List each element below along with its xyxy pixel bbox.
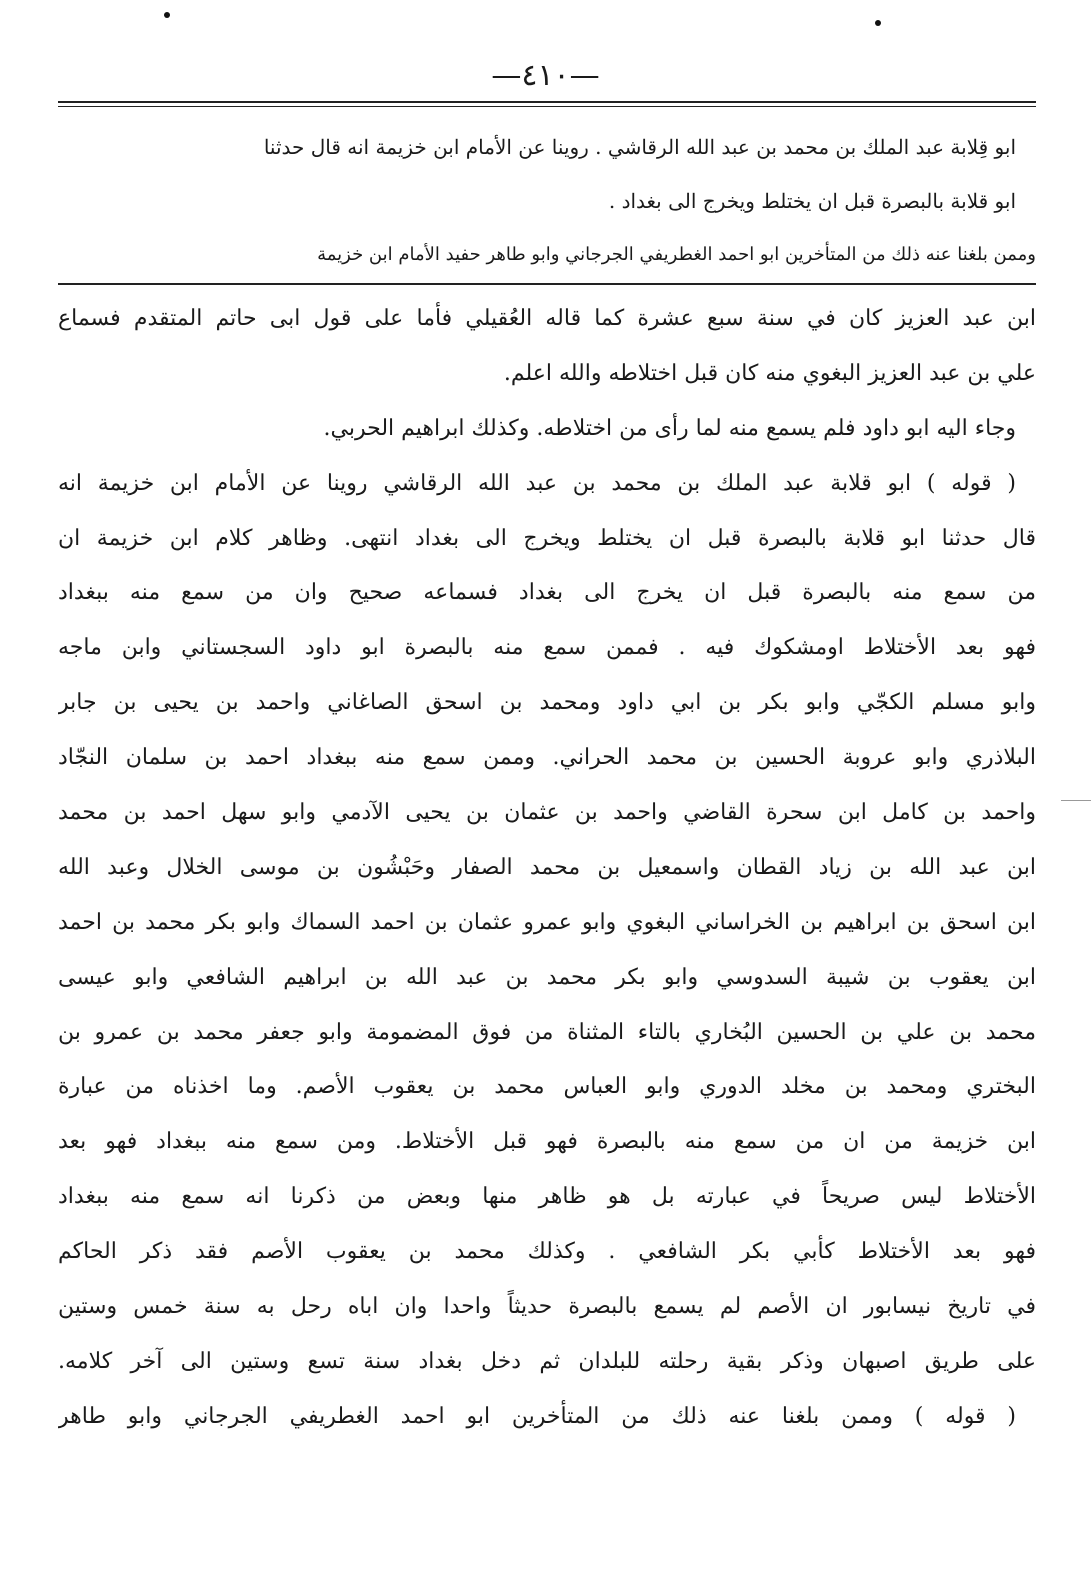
footnote-line: ابو قِلابة عبد الملك بن محمد بن عبد الله الرقاشي . روينا عن الأمام ابن خزيمة انه قال حدثنا (263, 135, 1016, 159)
main-text (58, 292, 1036, 1445)
text-line: على طريق اصبهان وذكر بقية رحلته للبلدان ثم دخل بغداد سنة تسع وستين الى آخر كلامه. (58, 1348, 1036, 1374)
footnote-line: وممن بلغنا عنه ذلك من المتأخرين ابو احمد الغطريفي الجرجاني وابو طاهر حفيد الأمام ابن خزيمة (317, 244, 1036, 265)
text-line: ( قوله ) وممن بلغنا عنه ذلك من المتأخرين ابو احمد الغطريفي الجرجاني وابو طاهر (58, 1403, 1016, 1429)
text-line: البلاذري وابو عروبة الحسين بن محمد الحراني. وممن سمع منه ببغداد احمد بن سلمان النجّاد (58, 745, 1036, 771)
page-number: —٤١٠— (491, 58, 600, 93)
text-line: وجاء اليه ابو داود فلم يسمع منه لما رأى من اختلاطه. وكذلك ابراهيم الحربي. (323, 415, 1016, 441)
text-line: علي بن عبد العزيز البغوي منه كان قبل اختلاطه والله اعلم. (503, 360, 1036, 386)
footnote-separator-rule (58, 283, 1036, 285)
header-rule-top (58, 101, 1036, 103)
scan-edge-mark (1061, 800, 1091, 801)
text-line: ابن يعقوب بن شيبة السدوسي وابو بكر محمد بن عبد الله بن ابراهيم الشافعي وابو عيسى (58, 964, 1036, 990)
speck-mark (875, 20, 881, 26)
text-line: محمد بن علي بن الحسين البُخاري بالتاء المثناة من فوق المضمومة وابو جعفر محمد بن عمرو بن (58, 1019, 1036, 1045)
text-line: في تاريخ نيسابور ان الأصم لم يسمع بالبصرة حديثاً واحدا وان اباه رحل به سنة خمس وستين (58, 1294, 1036, 1320)
text-line: ابن خزيمة من ان من سمع منه بالبصرة فهو قبل الأختلاط. ومن سمع منه ببغداد فهو بعد (58, 1129, 1036, 1155)
text-line: وابو مسلم الكجّي وابو بكر بن ابي داود ومحمد بن اسحق الصاغاني واحمد بن يحيى بن جابر (58, 690, 1036, 716)
text-line: ابن اسحق بن ابراهيم بن الخراساني البغوي وابو عمرو عثمان بن احمد السماك وابو بكر محمد بن احمد (58, 909, 1036, 935)
speck-mark (164, 12, 170, 18)
text-line: ( قوله ) ابو قلابة عبد الملك بن محمد بن عبد الله الرقاشي روينا عن الأمام ابن خزيمة انه (58, 470, 1016, 496)
text-line: ابن عبد الله بن زياد القطان واسمعيل بن محمد الصفار وحَبْشُون بن موسى الخلال وعبد الله (58, 854, 1036, 880)
footnote-excerpt (58, 120, 1036, 282)
text-line: فهو بعد الأختلاط اومشكوك فيه . فممن سمع منه بالبصرة ابو داود السجستاني وابن ماجه (58, 635, 1036, 661)
text-line: الأختلاط ليس صريحاً في عبارته بل هو ظاهر منها وبعض من ذكرنا انه سمع منه ببغداد (58, 1184, 1036, 1210)
text-line: قال حدثنا ابو قلابة بالبصرة قبل ان يختلط ويخرج الى بغداد انتهى. وظاهر كلام ابن خزيمة ان (58, 525, 1036, 551)
text-line: البختري ومحمد بن مخلد الدوري وابو العباس محمد بن يعقوب الأصم. وما اخذناه من عبارة (58, 1074, 1036, 1100)
text-line: من سمع منه بالبصرة قبل ان يخرج الى بغداد فسماعه صحيح وان من سمع منه ببغداد (58, 580, 1036, 606)
footnote-line: ابو قلابة بالبصرة قبل ان يختلط ويخرج الى بغداد . (608, 189, 1016, 213)
text-line: واحمد بن كامل ابن سحرة القاضي واحمد بن عثمان بن يحيى الآدمي وابو سهل احمد بن محمد (58, 800, 1036, 826)
header-rule-bottom (58, 106, 1036, 107)
text-line: ابن عبد العزيز كان في سنة سبع عشرة كما قاله العُقيلي فأما على قول ابى حاتم المتقدم فسماع (58, 306, 1036, 331)
text-line: فهو بعد الأختلاط كأبي بكر الشافعي . وكذلك محمد بن يعقوب الأصم فقد ذكر الحاكم (58, 1239, 1036, 1265)
